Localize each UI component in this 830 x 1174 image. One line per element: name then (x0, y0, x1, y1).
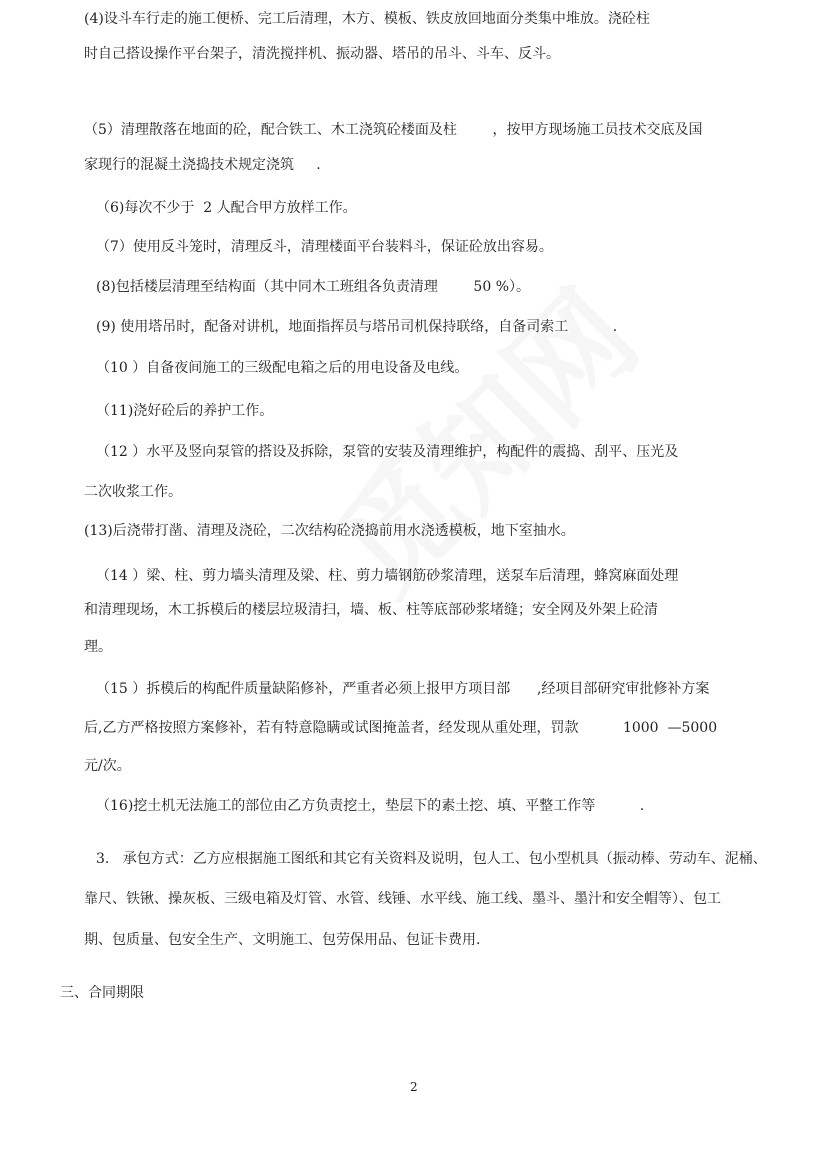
text-line: 二次收浆工作。 (84, 484, 182, 500)
text-line: （10 ）自备夜间施工的三级配电箱之后的用电设备及电线。 (96, 360, 469, 376)
text-line: 时自己搭设操作平台架子，清洗搅拌机、振动器、塔吊的吊斗、斗车、反斗。 (84, 46, 560, 62)
text-line: 期、包质量、包安全生产、文明施工、包劳保用品、包证卡费用. (84, 932, 481, 948)
text-line: (9) 使用塔吊时，配备对讲机，地面指挥员与塔吊司机保持联络，自备司索工 . (96, 319, 618, 335)
text-line: (4)设斗车行走的施工便桥、完工后清理，木方、模板、铁皮放回地面分类集中堆放。浇砼柱 (84, 11, 650, 27)
text-line: (13)后浇带打凿、清理及浇砼，二次结构砼浇捣前用水浇透模板，地下室抽水。 (84, 523, 575, 539)
text-line: (8)包括楼层清理至结构面（其中同木工班组各负责清理 50 %）。 (96, 279, 530, 295)
text-line: 家现行的混凝土浇捣技术规定浇筑 . (84, 157, 321, 173)
text-line: （16)挖土机无法施工的部位由乙方负责挖土，垫层下的素土挖、填、平整工作等 . (96, 798, 645, 814)
text-line: 元/次。 (84, 758, 131, 774)
text-line: （15 ）拆模后的构配件质量缺陷修补，严重者必须上报甲方项目部 ,经项目部研究审批修补方案 (96, 681, 710, 697)
text-line: 后,乙方严格按照方案修补，若有特意隐瞒或试图掩盖者，经发现从重处理，罚款 1000 —5000 (84, 720, 718, 736)
text-line: 靠尺、铁锹、操灰板、三级电箱及灯管、水管、线锤、水平线、施工线、墨斗、墨汁和安全帽等）、包工 (84, 891, 721, 907)
text-line: 和清理现场，木工拆模后的楼层垃圾清扫，墙、板、柱等底部砂浆堵缝；安全网及外架上砼清 (84, 602, 658, 618)
text-line: （6)每次不少于 2 人配合甲方放样工作。 (96, 200, 357, 216)
text-line: （5）清理散落在地面的砼，配合铁工、木工浇筑砼楼面及柱 ，按甲方现场施工员技术交底及国 (84, 122, 703, 138)
text-line: （11)浇好砼后的养护工作。 (96, 403, 274, 419)
text-line: （7）使用反斗笼时，清理反斗，清理楼面平台装料斗，保证砼放出容易。 (96, 239, 553, 255)
section-heading: 三、合同期限 (60, 985, 144, 1001)
text-line: 3. 承包方式：乙方应根据施工图纸和其它有关资料及说明，包人工、包小型机具（振动棒、劳动车、泥桶、 (96, 851, 767, 867)
page-number: 2 (410, 1080, 418, 1094)
text-line: 理。 (84, 639, 112, 655)
text-line: （14 ）梁、柱、剪力墙头清理及梁、柱、剪力墙钢筋砂浆清理，送泵车后清理，蜂窝麻面处理 (96, 568, 679, 584)
text-line: （12 ）水平及竖向泵管的搭设及拆除，泵管的安装及清理维护，构配件的震捣、刮平、压光及 (96, 444, 679, 460)
